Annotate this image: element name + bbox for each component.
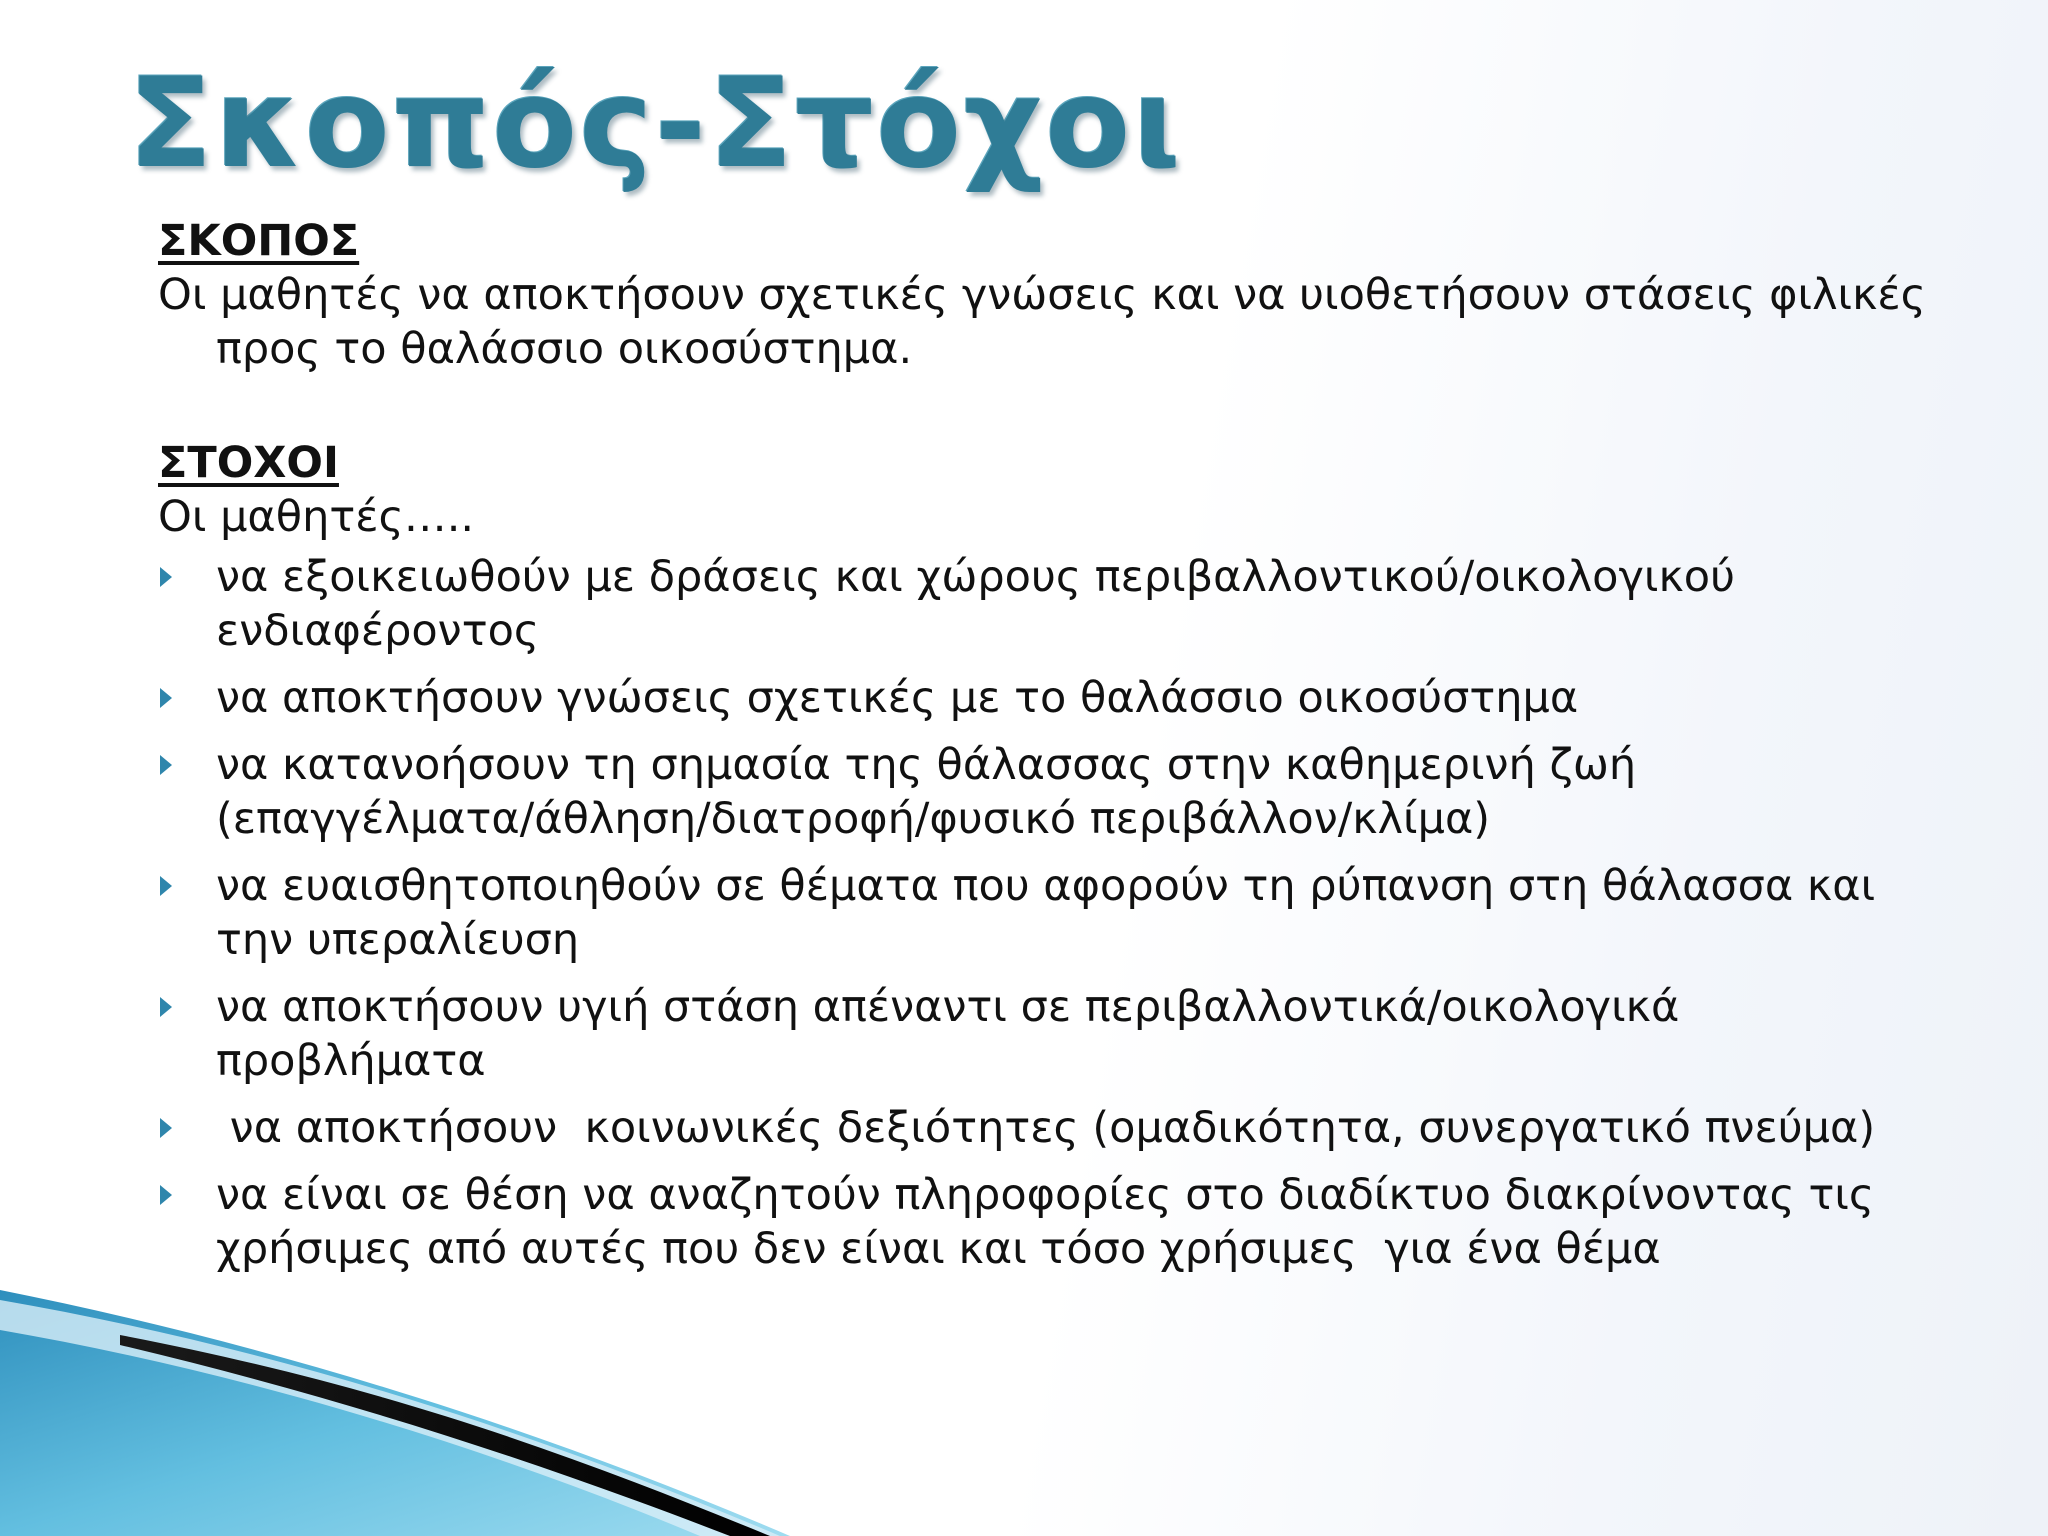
goal-item — [158, 738, 1958, 846]
slide-content — [158, 214, 1958, 1289]
goal-item-text: να αποκτήσουν υγιή στάση απέναντι σε περιβαλλοντικά/οικολογικά προβλήματα — [216, 982, 1693, 1086]
triangle-bullet-icon — [160, 1185, 172, 1205]
goal-item — [158, 550, 1958, 658]
triangle-bullet-icon — [160, 876, 172, 896]
goal-item — [158, 859, 1958, 967]
triangle-bullet-icon — [160, 567, 172, 587]
triangle-bullet-icon — [160, 1118, 172, 1138]
goal-item-text: να ευαισθητοποιηθούν σε θέματα που αφορούν τη ρύπανση στη θάλασσα και την υπεραλίευση — [216, 861, 1889, 965]
slide-title: Σκοπός-Στόχοι — [128, 52, 1183, 196]
goal-item — [158, 1168, 1958, 1276]
goal-item-text: να κατανοήσουν τη σημασία της θάλασσας στην καθημερινή ζωή (επαγγέλματα/άθληση/διατροφή/φυσικό περιβάλλον/κλίμα) — [216, 740, 1678, 844]
triangle-bullet-icon — [160, 688, 172, 708]
goal-item — [158, 980, 1958, 1088]
goal-item-text: να αποκτήσουν κοινωνικές δεξιότητες (ομαδικότητα, συνεργατικό πνεύμα) — [216, 1103, 1876, 1153]
goals-intro: Οι μαθητές….. — [158, 492, 475, 542]
goal-item-text: να εξοικειωθούν με δράσεις και χώρους περιβαλλοντικού/οικολογικού ενδιαφέροντος — [216, 552, 1749, 656]
goals-list — [158, 550, 1958, 1276]
goal-item — [158, 671, 1958, 725]
aim-heading: ΣΚΟΠΟΣ — [158, 216, 360, 266]
aim-text: Οι μαθητές να αποκτήσουν σχετικές γνώσεις και να υιοθετήσουν στάσεις φιλικές προς το θαλάσσιο οικοσύστημα. — [158, 270, 1926, 374]
goals-heading: ΣΤΟΧΟΙ — [158, 438, 339, 488]
section-spacer — [158, 376, 1958, 436]
goal-item-text: να αποκτήσουν γνώσεις σχετικές με το θαλάσσιο οικοσύστημα — [216, 673, 1579, 723]
goal-item-text: να είναι σε θέση να αναζητούν πληροφορίες στο διαδίκτυο διακρίνοντας τις χρήσιμες από αυτές που δεν είναι και τόσο χρήσιμες για ένα θέμα — [216, 1170, 1902, 1274]
triangle-bullet-icon — [160, 997, 172, 1017]
goal-item — [158, 1101, 1958, 1155]
triangle-bullet-icon — [160, 755, 172, 775]
